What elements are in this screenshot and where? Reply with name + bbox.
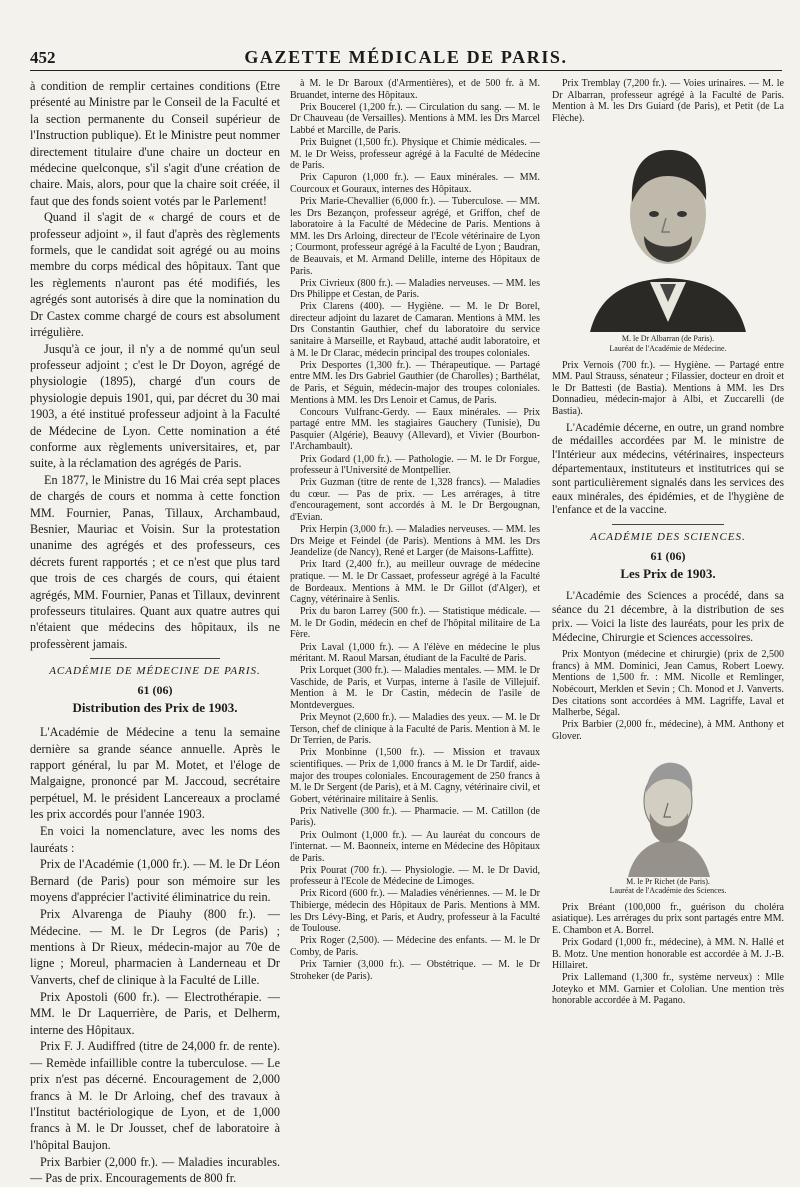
section-title: ACADÉMIE DE MÉDECINE DE PARIS.	[49, 665, 261, 678]
paragraph: L'Académie décerne, en outre, un grand nombre de médailles accordées par M. le ministre de l'Intérieur aux médecins, vétérinaires, inspecteurs départementaux, instituteurs et institutrices qui se sont particulièrement signalés dans les services des eaux minérales, des épidémies, et de l'hygiène de l'enfance et de la vaccine.	[552, 421, 784, 517]
prize-entry: Prix Bréant (100,000 fr., guérison du choléra asiatique). Les arrérages du prix sont partagés entre MM. E. Chambon et A. Borrel.	[552, 901, 784, 936]
paragraph: En 1877, le Ministre du 16 Mai créa sept places de chargés de cours et nomma à cette fonction MM. Fournier, Panas, Tillaux, Archambaud, Besnier, Mauriac et Voisin. Sur la protestation unanime des agrégés et des professeurs, ces décrets furent rapportés ; et ce n'est que plus tard que trois de ces chargés de cours, qui étaient agrégés, MM. Fournier, Panas et Tillaux, devinrent professeurs titulaires. Quant aux quatre autres qui n'étaient que médecins des hôpitaux, ils ne professèrent jamais.	[30, 472, 280, 651]
prize-entry: Prix Pourat (700 fr.). — Physiologie. — M. le Dr David, professeur à l'Ecole de Médecine de Limoges.	[290, 864, 540, 888]
prize-entry: Prix Barbier (2,000 fr.). — Maladies incurables. — Pas de prix. Encouragements de 800 fr.	[30, 1154, 280, 1186]
prize-entry: Prix Roger (2,500). — Médecine des enfants. — M. le Dr Comby, de Paris.	[290, 935, 540, 958]
paragraph: à condition de remplir certaines conditions (Etre présenté au Ministre par le Conseil de la Faculté et la section permanente du Conseil supérieur de l'Instruction publique). Et le Ministre peut nommer directement titulaire d'une chaire un docteur en médecine quelconque, s'il s'agit d'une création de chaire. Mais, alors, pour que la chaire soit créée, il faut que des fonds soient votés par le Parlement!	[30, 79, 280, 208]
prize-entry: Prix Alvarenga de Piauhy (800 fr.). — Médecine. — M. le Dr Legros (de Paris) ; mentions à Dr Rieux, médecin-major au 70e de ligne ; Moreul, pharmacien à Landerneau et Dr Vanverts, chef de clinique à la Faculté de Lille.	[30, 907, 280, 987]
prize-entry: Prix Godard (1,00 fr.). — Pathologie. — M. le Dr Forgue, professeur à l'Université de Montpellier.	[290, 453, 540, 477]
prize-entry: Prix Nativelle (300 fr.). — Pharmacie. — M. Catillon (de Paris).	[290, 805, 540, 829]
prize-entry: Prix Tremblay (7,200 fr.). — Voies urinaires. — M. le Dr Albarran, professeur agrégé à la Faculté de Paris. Mention à M. les Drs Guiard (de Paris), et Petit (de La Flèche).	[552, 78, 784, 124]
caption-line: M. le Dr Albarran (de Paris).	[621, 334, 715, 344]
portrait-caption	[552, 334, 784, 353]
article-heading: Les Prix de 1903.	[620, 566, 716, 582]
prize-entry: Prix Buignet (1,500 fr.). Physique et Chimie médicales. — M. le Dr Weiss, professeur agrégé à la Faculté de Médecine de Paris.	[290, 136, 540, 172]
paragraph: L'Académie des Sciences a procédé, dans sa séance du 21 décembre, à la distribution de ses prix. — Voici la liste des lauréats, pour les prix de Médecine, Chirurgie et Sciences accessoires.	[552, 590, 784, 644]
prize-entry: Prix Oulmont (1,000 fr.). — Au lauréat du concours de l'internat. — M. Baonneix, interne en Médecine des Hôpitaux de Paris.	[290, 829, 540, 864]
page-header	[30, 40, 782, 71]
column-3	[552, 78, 784, 1044]
prize-entry: à M. le Dr Baroux (d'Armentières), et de 500 fr. à M. Bruandet, interne des Hôpitaux.	[290, 78, 540, 101]
prize-entry: Prix Apostoli (600 fr.). — Electrothérapie. — MM. le Dr Laquerrière, de Paris, et Delherm, interne des Hôpitaux.	[30, 989, 280, 1037]
portrait-albarran	[580, 132, 756, 332]
column-2	[290, 78, 540, 1044]
section-title: ACADÉMIE DES SCIENCES.	[590, 531, 746, 544]
prize-entry: Prix Tarnier (3,000 fr.). — Obstétrique. — M. le Dr Stroheker (de Paris).	[290, 959, 540, 982]
divider	[612, 524, 724, 525]
prize-entry: Prix Barbier (2,000 fr., médecine), à MM. Anthony et Glover.	[552, 719, 784, 742]
prize-entry: Prix Capuron (1,000 fr.). — Eaux minérales. — MM. Courcoux et Gouraux, internes des Hôpitaux.	[290, 172, 540, 195]
prize-entry: Prix Godard (1,000 fr., médecine), à MM. N. Hallé et B. Motz. Une mention honorable est accordée à M. J.-B. Hillairet.	[552, 937, 784, 972]
prize-entry: En voici la nomenclature, avec les noms des lauréats :	[30, 824, 280, 855]
caption-line: M. le Pr Richet (de Paris).	[626, 876, 710, 886]
prize-entry: Prix Vernois (700 fr.). — Hygiène. — Partagé entre MM. Paul Strauss, sénateur ; Filassier, docteur en droit et le Dr Battesti (de Bastia). Mentions à MM. les Drs Donnadieu, médecin-major à Albi, et Zuccarelli (de Bastia).	[552, 359, 784, 417]
prize-entry: Prix Marie-Chevallier (6,000 fr.). — Tuberculose. — MM. les Drs Bezançon, professeur agrégé, et Griffon, chef de laboratoire à la Faculté de Médecine de Paris. Mentions à MM. les Drs Arloing, directeur de l'Ecole vétérinaire de Lyon ; Courmont, professeur agrégé à la Faculté de Lyon ; Baudran, de Beauvais, et M. Armand Delille, interne des Hôpitaux de Paris.	[290, 195, 540, 277]
prize-entry: Prix Meynot (2,600 fr.). — Maladies des yeux. — M. le Dr Terson, chef de clinique à la Faculté de Paris. Mention à M. le Dr Terrien, de Paris.	[290, 712, 540, 747]
prize-entry: Prix Civrieux (800 fr.). — Maladies nerveuses. — MM. les Drs Philippe et Cestan, de Paris.	[290, 277, 540, 301]
classification-code: 61 (06)	[137, 683, 173, 698]
newspaper-title: GAZETTE MÉDICALE DE PARIS.	[244, 47, 568, 67]
prize-entry: Prix Desportes (1,300 fr.). — Thérapeutique. — Partagé entre MM. les Drs Gabriel Gauthier (de Charolles) ; Barthélat, de Paris, et Séguin, médecin-major des troupes coloniales. Mentions à MM. les Drs Lenoir et Camus, de Paris.	[290, 359, 540, 406]
prize-entry: Prix Guzman (titre de rente de 1,328 francs). — Maladies du cœur. — Pas de prix. — Les arrérages, à titre d'encouragement, sont accordés à M. le Dr Bergougnan, d'Evian.	[290, 477, 540, 523]
prize-entry: Prix Montyon (médecine et chirurgie) (prix de 2,500 francs) à MM. Dominici, Jean Camus, Robert Loewy. Mentions de 1,500 fr. : MM. Nicolle et Remlinger, Nobécourt, Merklen et Sevin ; Ch. Monod et J. Vanverts. Des citations sont accordées à MM. Lagriffe, Laval et Malherbe, Ségal.	[552, 649, 784, 719]
caption-line: Lauréat de l'Académie des Sciences.	[609, 886, 727, 896]
prize-entry: Prix Lorquet (300 fr.). — Maladies mentales. — MM. le Dr Vaschide, de Paris, et Vurpas, interne à l'asile de Villejuif. Mention à M. le Dr Castin, médecin de l'asile de Montdevergues.	[290, 665, 540, 711]
article-heading: Distribution des Prix de 1903.	[72, 700, 238, 716]
prize-entry: Prix Clarens (400). — Hygiène. — M. le Dr Borel, directeur adjoint du lazaret de Camaran. Mentions à MM. les Drs Constantin Gauthier, chef du laboratoire du service sanitaire à Marseille, et Raybaud, attaché audit laboratoire, et à M. le Dr Clarac, médecin principal des troupes coloniales.	[290, 301, 540, 359]
column-1	[30, 78, 280, 1186]
prize-entry: Prix Itard (2,400 fr.), au meilleur ouvrage de médecine pratique. — M. le Dr Cassaet, professeur agrégé à la Faculté de Bordeaux. Mentions à MM. le Dr Gillot (d'Alger), et Cagny, vétérinaire à Senlis.	[290, 559, 540, 606]
prize-entry: Prix de l'Académie (1,000 fr.). — M. le Dr Léon Bernard (de Paris) pour son mémoire sur les moyens d'apprécier l'activité éliminatrice du rein.	[30, 857, 280, 905]
prize-entry: Prix Lallemand (1,300 fr., système nerveux) : Mlle Joteyko et MM. Garnier et Cololian. Une mention très honorable accordée à M. Pagano.	[552, 972, 784, 1007]
prize-entry: Prix Boucerel (1,200 fr.). — Circulation du sang. — M. le Dr Chauveau (de Versailles). Mentions à MM. les Drs Marcel Labbé et Marcille, de Paris.	[290, 101, 540, 136]
classification-code: 61 (06)	[650, 549, 686, 564]
prize-entry: Prix Ricord (600 fr.). — Maladies vénériennes. — M. le Dr Thibierge, médecin des Hôpitaux de Paris. Mentions à MM. les Drs Lévy-Bing, et Paris, et Audry, professeur à la Faculté de Toulouse.	[290, 888, 540, 935]
paragraph: Quand il s'agit de « chargé de cours et de professeur adjoint », il faut d'après des règlements formels, que le candidat soit agrégé ou au moins membre du corps médical des hôpitaux. Tant que les règlements n'auront pas été modifiés, les agrégés sont autorisés à dire que la nomination du Dr Castex comme chargé de cours est absolument irrégulière.	[30, 210, 280, 340]
prize-entry: Prix du baron Larrey (500 fr.). — Statistique médicale. — M. le Dr Godin, médecin en chef de l'hôpital militaire de La Fère.	[290, 606, 540, 641]
prize-entry: Prix Monbinne (1,500 fr.). — Mission et travaux scientifiques. — Prix de 1,000 francs à M. le Dr Tardif, aide-major des troupes coloniales. Encouragement de 250 francs à M. le Dr Sergent (de Paris), et à M. Cagny, vétérinaire civil, et Gobert, vétérinaire militaire à Senlis.	[290, 747, 540, 805]
portrait-richet	[608, 747, 728, 877]
prize-entry: Prix F. J. Audiffred (titre de 24,000 fr. de rente). — Remède infaillible contre la tuberculose. — Le prix n'est pas décerné. Encouragement de 2,000 francs à M. le Dr Arloing, chef des travaux à l'Institut bactériologique de Lyon, et de 1,000 francs à M. le Dr Jousset, chef de laboratoire à l'hôpital Baujon.	[30, 1039, 280, 1152]
prize-entry: L'Académie de Médecine a tenu la semaine dernière sa grande séance annuelle. Après le rapport général, lu par M. Motet, et l'éloge de Malgaigne, prononcé par M. Jaccoud, secrétaire perpétuel, M. le président Lancereaux a proclamé les prix accordés pour l'année 1903.	[30, 725, 280, 822]
prize-entry: Prix Laval (1,000 fr.). — A l'élève en médecine le plus méritant. M. Raoul Marsan, étudiant de la Faculté de Paris.	[290, 641, 540, 665]
caption-line: Lauréat de l'Académie de Médecine.	[609, 343, 727, 353]
prize-entry: Concours Vulfranc-Gerdy. — Eaux minérales. — Prix partagé entre MM. les stagiaires Gauchery (Tunisie), Du Pasquier (Algérie), Beauvy (Allevard), et Vivier (Bourbon-l'Archambault).	[290, 406, 540, 453]
paragraph: Jusqu'à ce jour, il n'y a de nommé qu'un seul professeur adjoint ; c'est le Dr Doyon, agrégé de physiologie (1895), chargé d'un cours de physiologie depuis 1901, qui, par décret du 30 mai 1903, a été institué professeur adjoint à la Faculté de Médecine de Lyon. Cette nomination a été conforme aux règlements universitaires, et, par suite, à la réclamation des agrégés de Paris.	[30, 341, 280, 471]
page-number: 452	[30, 48, 56, 67]
portrait-caption	[552, 877, 784, 896]
divider	[90, 658, 220, 659]
prize-entry: Prix Herpin (3,000 fr.). — Maladies nerveuses. — MM. les Drs Meige et Feindel (de Paris). Mentions à MM. les Drs Jeandelize (de Nancy), René et Larger (de Maisons-Laffitte).	[290, 524, 540, 559]
